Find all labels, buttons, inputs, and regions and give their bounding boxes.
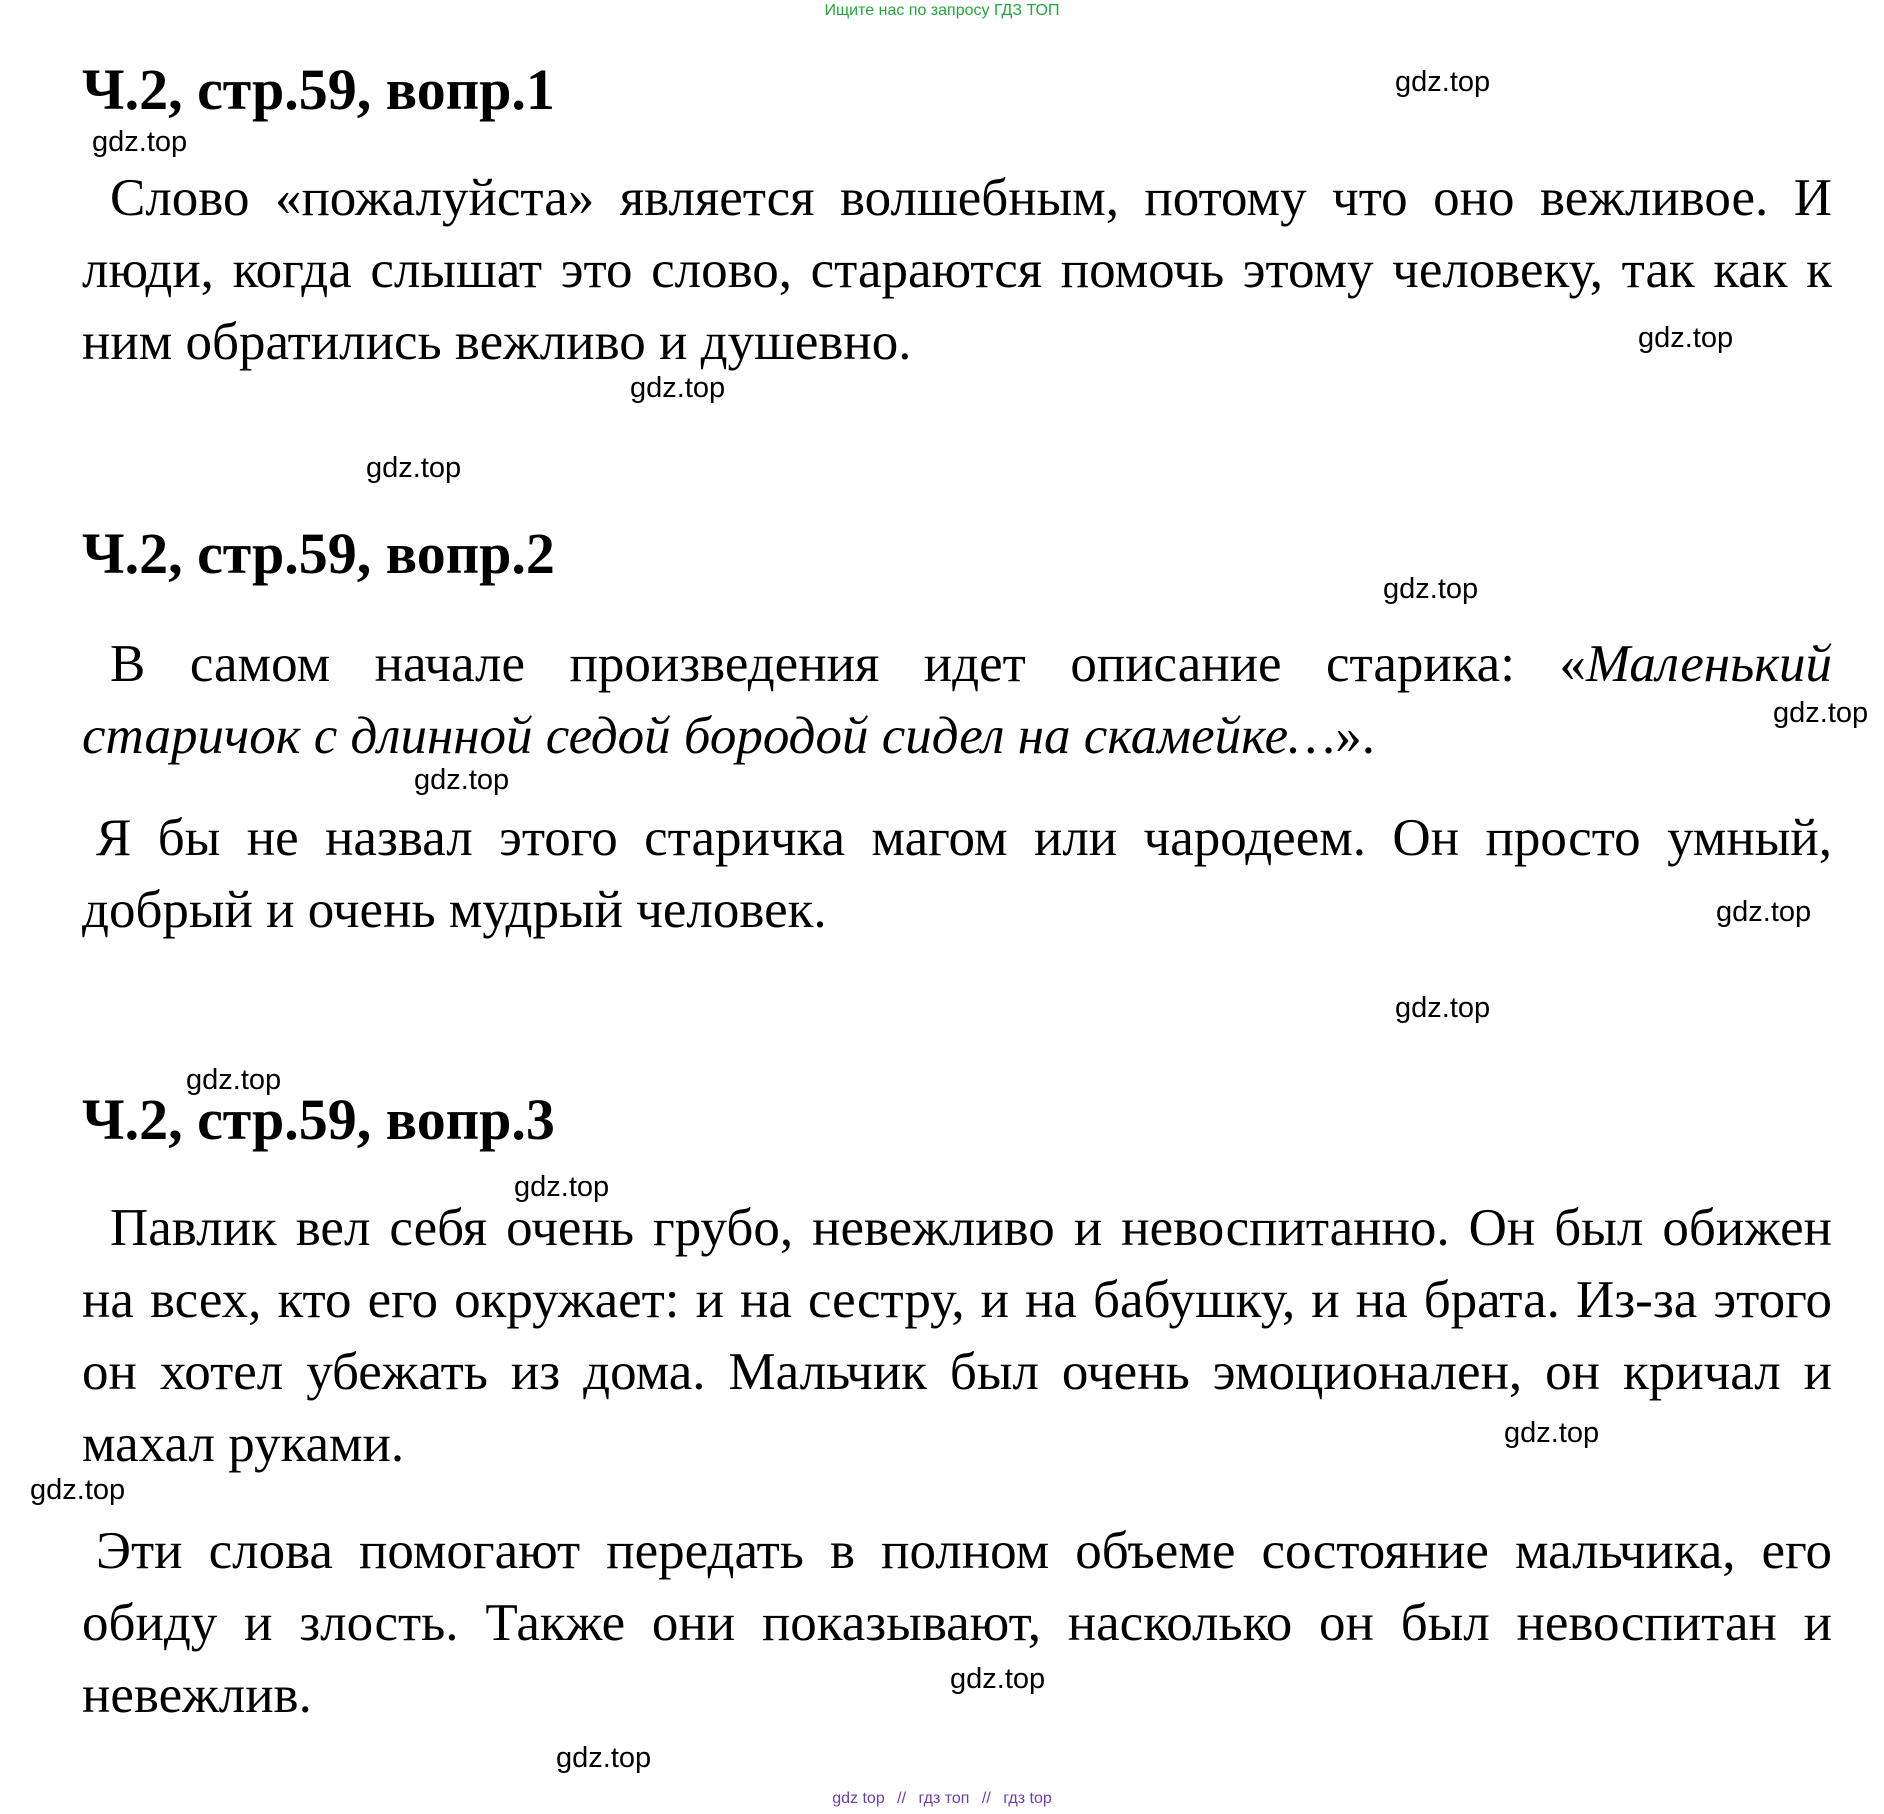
paragraph-suffix: ». <box>1335 707 1376 765</box>
section-2-paragraph-1 <box>82 628 1832 772</box>
watermark: gdz.top <box>30 1474 126 1506</box>
watermark: gdz.top <box>950 1663 1046 1695</box>
footer-link[interactable]: гдз top <box>1003 1790 1052 1807</box>
watermark: gdz.top <box>630 372 726 404</box>
watermark: gdz.top <box>1638 322 1734 354</box>
watermark: gdz.top <box>1383 573 1479 605</box>
watermark: gdz.top <box>1504 1417 1600 1449</box>
footer-link[interactable]: гдз топ <box>918 1790 970 1807</box>
watermark: gdz.top <box>1395 66 1491 98</box>
watermark: gdz.top <box>414 764 510 796</box>
top-banner[interactable]: Ищите нас по запросу ГДЗ ТОП <box>824 2 1060 19</box>
footer-link[interactable]: gdz top <box>832 1790 885 1807</box>
footer-separator: // <box>981 1790 991 1807</box>
quoted-excerpt: Маленький старичок с длинной седой бородой сидел на скамейке… <box>82 635 1832 765</box>
section-1-heading: Ч.2, стр.59, вопр.1 <box>82 57 555 122</box>
paragraph-prefix: В самом начале произведения идет описание старика: « <box>110 635 1586 693</box>
section-3-paragraph-2: Эти слова помогают передать в полном объеме состояние мальчика, его обиду и злость. Также они показывают, насколько он был невоспитан и невежлив. <box>82 1522 1832 1724</box>
watermark: gdz.top <box>186 1064 282 1096</box>
watermark: gdz.top <box>1395 992 1491 1024</box>
watermark: gdz.top <box>1773 697 1869 729</box>
watermark: gdz.top <box>92 126 188 158</box>
watermark: gdz.top <box>1716 896 1812 928</box>
section-3-heading: Ч.2, стр.59, вопр.3 <box>82 1087 555 1152</box>
section-3-paragraph-1: Павлик вел себя очень грубо, невежливо и невоспитанно. Он был обижен на всех, кто его окружает: и на сестру, и на бабушку, и на брата. Из-за этого он хотел убежать из дома. Мальчик был очень эмоционален, он кричал и махал руками. <box>82 1199 1832 1473</box>
section-2-heading: Ч.2, стр.59, вопр.2 <box>82 521 555 586</box>
watermark: gdz.top <box>514 1171 610 1203</box>
section-2-paragraph-2: Я бы не назвал этого старичка магом или чародеем. Он просто умный, добрый и очень мудрый человек. <box>82 809 1832 939</box>
section-1-paragraph: Слово «пожалуйста» является волшебным, потому что оно вежливое. И люди, когда слышат это слово, стараются помочь этому человеку, так как к ним обратились вежливо и душевно. <box>82 169 1832 371</box>
footer-links <box>0 1790 1884 1808</box>
footer-separator: // <box>897 1790 907 1807</box>
watermark: gdz.top <box>366 452 462 484</box>
watermark: gdz.top <box>556 1742 652 1774</box>
